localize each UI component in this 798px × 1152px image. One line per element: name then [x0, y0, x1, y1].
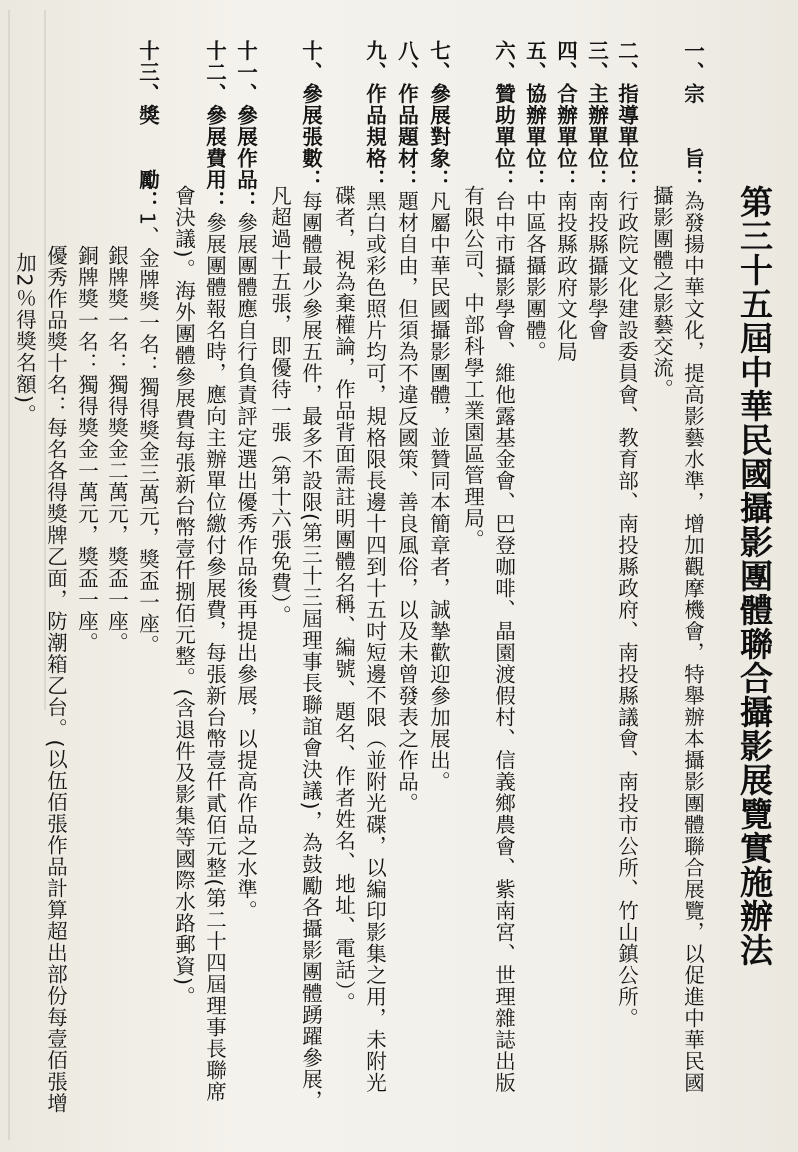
item-12-text: 參展團體報名時，應向主辦單位繳付參展費，每張新台幣壹仟貳佰元整(第二十四屆理事長聯席	[202, 212, 227, 1103]
item-6	[493, 40, 514, 1094]
item-6-text: 台中市攝影學會、維他露基金會、巴登咖啡、晶園渡假村、信義鄉農會、紫南宮、世理雜誌出版	[491, 190, 516, 1094]
item-6-head: 六、贊助單位：	[491, 40, 516, 191]
item-7-head: 七、參展對象：	[426, 40, 451, 191]
item-12-cont: 會決議)。海外團體參展費每張新台幣壹仟捌佰元整。(含退件及影集等國際水路郵資)。	[171, 185, 196, 1008]
document-title: 第三十五屆中華民國攝影團體聯合攝影展覽實施辦法	[735, 185, 774, 967]
item-13-bronze: 銅牌獎一名：獨得獎金一萬元，獎盃一座。	[74, 245, 99, 654]
item-5	[524, 40, 545, 363]
item-9-text: 黑白或彩色照片均可，規格限長邊十四到十五吋短邊不限（並附光碟，以編印影集之用，未附光	[362, 190, 387, 1094]
item-13	[137, 40, 158, 656]
item-10-head: 十、參展張數：	[298, 40, 323, 191]
item-3-text: 南投縣攝影學會	[584, 190, 609, 341]
item-13-head: 十三、獎 勵：	[135, 40, 160, 212]
item-9-cont: 碟者，視為棄權論，作品背面需註明團體名稱、編號、題名、作者姓名、地址、電話）。	[331, 185, 356, 1014]
item-4	[555, 40, 576, 363]
item-8-text: 題材自由，但須為不違反國策、善良風俗，以及未曾發表之作品。	[394, 190, 419, 814]
item-1	[682, 40, 703, 1094]
item-2-text: 行政院文化建設委員會、教育部、南投縣政府、南投縣議會、南投市公所、竹山鎮公所。	[614, 190, 639, 1029]
item-13-silver: 銀牌獎一名：獨得獎金二萬元，獎盃一座。	[104, 245, 129, 654]
item-7	[428, 40, 449, 793]
item-5-text: 中區各攝影團體。	[522, 190, 547, 363]
item-10-text: 每團體最少參展五件，最多不設限(第三十三屆理事長聯誼會決議)，為鼓勵各攝影團體踴躍參展，	[298, 190, 323, 1112]
item-1-text: 為發揚中華文化，提高影藝水準，增加觀摩機會，特舉辦本攝影團體聯合展覽，以促進中華民國	[680, 190, 705, 1094]
item-13-merit-cont: 加2％得獎名額)。	[12, 252, 37, 426]
item-10	[300, 40, 321, 1112]
item-1-head: 一、宗 旨：	[680, 40, 705, 191]
item-13-text: 1、金牌獎一名：獨得獎金三萬元，獎盃一座。	[135, 212, 160, 657]
item-6-cont: 有限公司、中部科學工業園區管理局。	[460, 185, 485, 551]
item-3	[586, 40, 607, 341]
item-12	[204, 40, 225, 1103]
item-13-merit: 優秀作品獎十名：每名各得獎牌乙面，防潮箱乙台。(以伍佰張作品計算超出部份每壹佰張增	[43, 245, 68, 1114]
item-9-head: 九、作品規格：	[362, 40, 387, 191]
item-7-text: 凡屬中華民國攝影團體，並贊同本簡章者，誠摯歡迎參加展出。	[426, 190, 451, 793]
item-8-head: 八、作品題材：	[394, 40, 419, 191]
item-11-head: 十一、參展作品：	[233, 40, 258, 212]
item-2-head: 二、指導單位：	[614, 40, 639, 191]
item-1-cont: 攝影團體之影藝交流。	[649, 185, 674, 400]
item-8	[396, 40, 417, 814]
item-11	[235, 40, 256, 922]
item-5-head: 五、協辦單位：	[522, 40, 547, 191]
bleed-through-mark	[8, 10, 10, 1140]
item-10-cont: 凡超過十五張，即優待一張（第十六張免費）。	[267, 185, 292, 627]
item-12-head: 十二、參展費用：	[202, 40, 227, 212]
item-4-head: 四、合辦單位：	[553, 40, 578, 191]
item-3-head: 三、主辦單位：	[584, 40, 609, 191]
item-4-text: 南投縣政府文化局	[553, 190, 578, 363]
item-2	[616, 40, 637, 1029]
item-11-text: 參展團體應自行負責評定選出優秀作品後再提出參展，以提高作品之水準。	[233, 212, 258, 922]
item-9	[364, 40, 385, 1094]
